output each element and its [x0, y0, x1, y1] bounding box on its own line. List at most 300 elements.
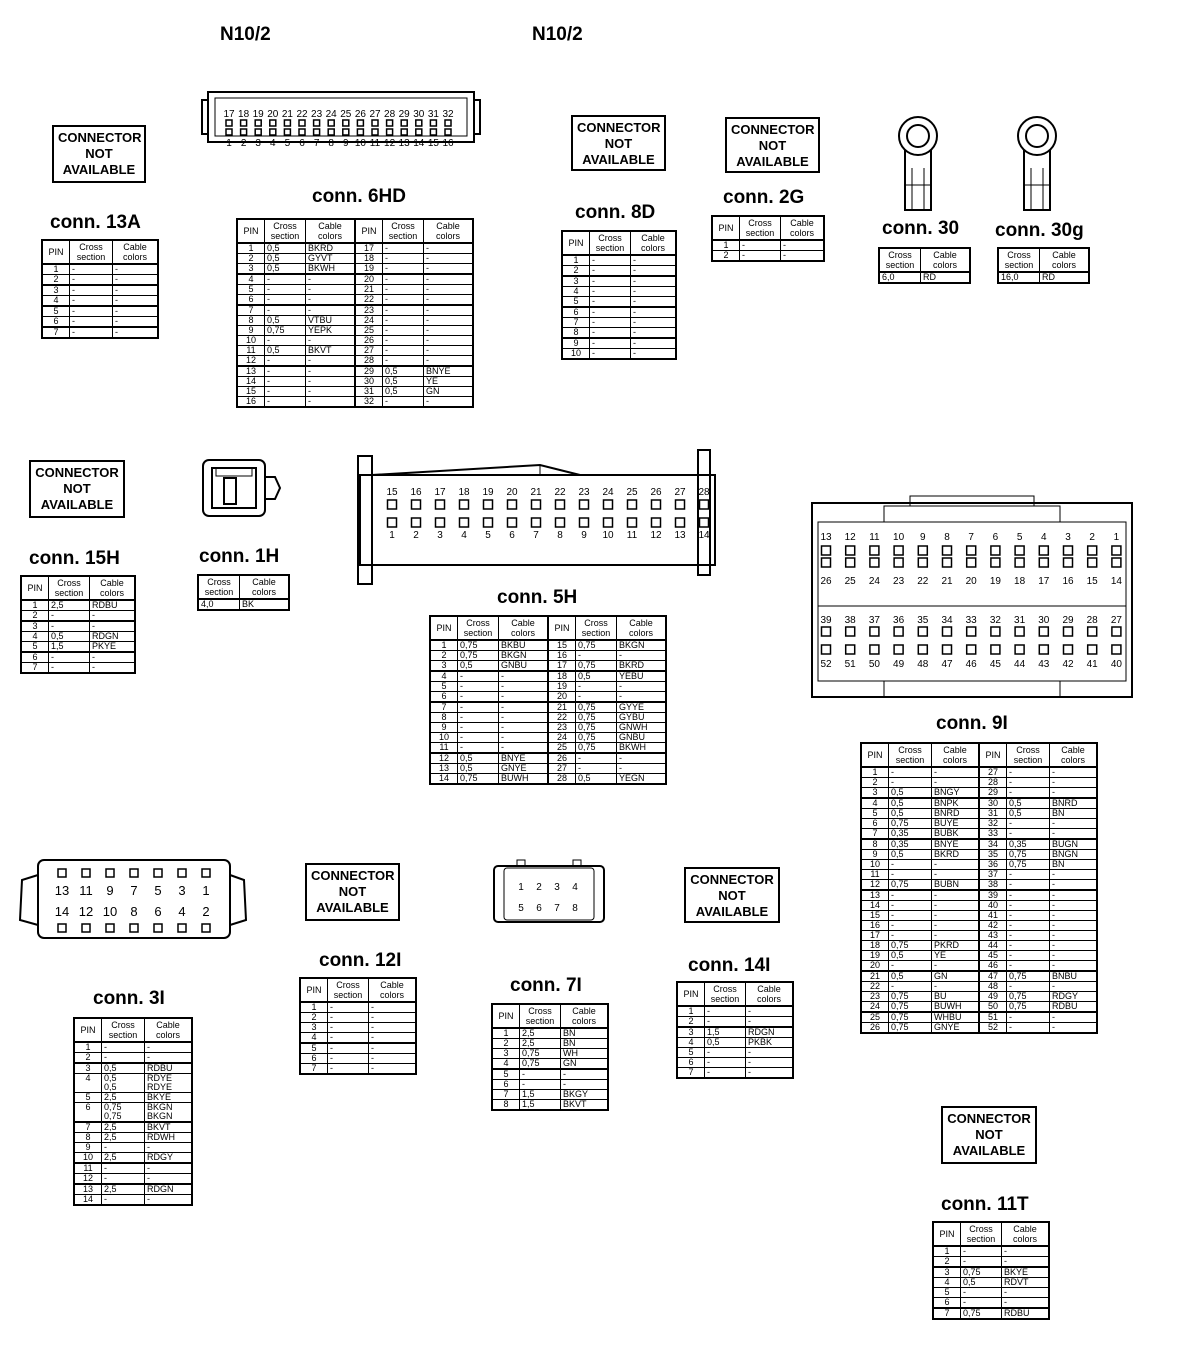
pin-cell: 1: [300, 1002, 328, 1013]
table-row: [712, 240, 824, 251]
table-row: [492, 1069, 608, 1080]
table-cell: -: [306, 356, 356, 367]
table-row: [300, 1023, 416, 1033]
pin-cell: 32: [355, 397, 383, 408]
table-cell: 0,75: [889, 819, 932, 829]
table-cell: -: [145, 1163, 193, 1174]
table-cell: RD: [1040, 272, 1090, 283]
table-cell: -: [49, 621, 90, 632]
table-cell: -: [631, 297, 677, 308]
table-cell: -: [265, 397, 306, 408]
pin-table-13a: [41, 239, 159, 339]
pin-cell: 2: [42, 275, 70, 286]
table-cell: RDBU: [90, 600, 136, 611]
table-row: [237, 346, 473, 356]
table-cell: -: [458, 671, 499, 682]
table-cell: -: [424, 264, 474, 275]
table-cell: -: [961, 1288, 1002, 1298]
pin-cell: 23: [548, 723, 576, 733]
pin-socket: [1112, 558, 1121, 567]
pin-cell: 16: [548, 651, 576, 661]
pin-cell: 15: [861, 911, 889, 921]
pin-number-label: 2: [240, 138, 247, 149]
pin-socket: [1064, 558, 1073, 567]
pin-number-label: 10: [102, 904, 118, 919]
pin-socket: [255, 120, 261, 126]
table-row: [677, 1027, 793, 1038]
table-row: [237, 254, 473, 264]
pin-socket: [436, 518, 445, 527]
table-row: [42, 264, 158, 275]
cable-colors-header: Cable colors: [240, 575, 290, 599]
cross-section-header: Cross section: [740, 216, 781, 240]
pin-cell: 18: [355, 254, 383, 264]
table-cell: BKVT: [145, 1122, 193, 1133]
table-row: [861, 921, 1097, 931]
table-cell: -: [576, 682, 617, 692]
table-row: [933, 1278, 1049, 1288]
pin-socket: [652, 518, 661, 527]
pin-socket: [1064, 546, 1073, 555]
pin-number-label: 8: [130, 904, 138, 919]
table-cell: -: [889, 860, 932, 870]
table-cell: -: [113, 327, 159, 338]
table-row: [933, 1298, 1049, 1309]
table-cell: 1,5: [705, 1027, 746, 1038]
conn-7i-drawing: [494, 860, 604, 922]
table-cell: -: [1050, 951, 1098, 961]
table-header-row: [430, 616, 666, 640]
cross-section-header: Cross section: [590, 231, 631, 255]
table-cell: BUWH: [932, 1002, 980, 1013]
table-row: [712, 251, 824, 262]
cable-colors-header: Cable colors: [921, 248, 971, 272]
pin-socket: [676, 518, 685, 527]
table-cell: -: [631, 266, 677, 277]
table-cell: -: [499, 692, 549, 703]
pin-cell: 11: [237, 346, 265, 356]
table-cell: BN: [1050, 860, 1098, 870]
pin-header: PIN: [712, 216, 740, 240]
pin-socket: [328, 120, 334, 126]
not-available-11t: [941, 1106, 1037, 1164]
table-cell: -: [102, 1174, 145, 1185]
table-cell: -: [265, 377, 306, 387]
pin-socket: [556, 518, 565, 527]
table-cell: BUGN: [1050, 839, 1098, 850]
pin-socket: [284, 129, 290, 135]
table-row: [21, 600, 135, 611]
pin-cell: 52: [979, 1023, 1007, 1034]
table-cell: 2,5: [102, 1133, 145, 1143]
table-cell: -: [102, 1195, 145, 1206]
table-cell: -: [590, 287, 631, 297]
title-30: conn. 30: [882, 218, 960, 239]
table-cell: -: [113, 317, 159, 328]
pin-number-label: 27: [674, 487, 686, 498]
pin-number-label: 26: [354, 109, 366, 120]
table-cell: -: [424, 274, 474, 285]
table-cell: -: [113, 275, 159, 286]
pin-socket: [943, 558, 952, 567]
pin-socket: [532, 500, 541, 509]
pin-cell: 23: [355, 305, 383, 316]
table-cell: BUBK: [932, 829, 980, 840]
table-cell: 0,5: [49, 632, 90, 642]
cross-section-header: Cross section: [265, 219, 306, 243]
table-cell: -: [102, 1042, 145, 1053]
table-row: [430, 723, 666, 733]
table-cell: 0,75: [576, 640, 617, 651]
pin-socket: [870, 627, 879, 636]
pin-cell: 21: [861, 971, 889, 982]
pin-cell: 14: [861, 901, 889, 911]
pin-socket: [226, 129, 232, 135]
pin-cell: 17: [548, 661, 576, 672]
pin-socket: [401, 120, 407, 126]
table-cell: -: [576, 764, 617, 774]
table-row: [74, 1195, 192, 1206]
table-cell: -: [1050, 788, 1098, 799]
pin-number-label: 2: [536, 882, 542, 893]
pin-number-label: 1: [1113, 532, 1120, 543]
pin-number-label: 5: [284, 138, 291, 149]
pin-cell: 3: [21, 621, 49, 632]
table-row: [861, 870, 1097, 880]
pin-socket: [604, 518, 613, 527]
table-cell: -: [1050, 1012, 1098, 1023]
pin-number-label: 17: [1038, 576, 1050, 587]
table-cell: -: [424, 305, 474, 316]
pin-number-label: 31: [427, 109, 439, 120]
na-line: NOT: [604, 136, 633, 151]
table-cell: -: [424, 326, 474, 336]
pin-number-label: 10: [602, 530, 614, 541]
pin-number-label: 8: [557, 530, 563, 541]
pin-socket: [58, 869, 66, 877]
pin-cell: 1: [42, 264, 70, 275]
table-cell: -: [70, 264, 113, 275]
table-row: [562, 297, 676, 308]
table-cell: 0,5: [102, 1063, 145, 1074]
table-row: [430, 774, 666, 785]
pin-socket: [357, 129, 363, 135]
table-cell: -: [889, 890, 932, 901]
table-cell: 0,75: [520, 1059, 561, 1070]
table-cell: -: [781, 251, 825, 262]
pin-cell: 15: [237, 387, 265, 397]
pin-socket: [1039, 645, 1048, 654]
pin-number-label: 30: [1038, 615, 1050, 626]
pin-socket: [700, 500, 709, 509]
table-row: [861, 788, 1097, 799]
pin-number-label: 2: [413, 530, 419, 541]
table-cell: RDGN: [145, 1184, 193, 1195]
table-cell: 2,5: [102, 1122, 145, 1133]
table-cell: -: [1050, 941, 1098, 951]
table-cell: 0,5 0,5: [102, 1074, 145, 1093]
pin-cell: 5: [42, 306, 70, 317]
pin-cell: 24: [355, 316, 383, 326]
pin-number-label: 5: [518, 903, 524, 914]
pin-number-label: 8: [944, 532, 950, 543]
pin-header: PIN: [677, 982, 705, 1006]
table-cell: -: [889, 778, 932, 788]
pin-table-7i: [491, 1003, 609, 1111]
table-cell: -: [631, 338, 677, 349]
pin-cell: 5: [237, 285, 265, 295]
table-row: [237, 377, 473, 387]
pin-cell: 4: [237, 274, 265, 285]
table-row: [677, 1038, 793, 1048]
pin-number-label: 50: [868, 659, 880, 670]
table-row: [492, 1080, 608, 1090]
pin-cell: 14: [430, 774, 458, 785]
table-cell: BK: [240, 599, 290, 610]
table-cell: YE: [424, 377, 474, 387]
table-cell: 2,5: [49, 600, 90, 611]
cross-section-header: Cross section: [458, 616, 499, 640]
pin-number-label: 4: [178, 904, 186, 919]
table-row: [21, 621, 135, 632]
table-cell: -: [1007, 941, 1050, 951]
table-row: [492, 1028, 608, 1039]
pin-number-label: 9: [106, 883, 114, 898]
table-cell: -: [932, 767, 980, 778]
pin-socket: [943, 627, 952, 636]
table-cell: 0,5: [458, 661, 499, 672]
table-row: [430, 702, 666, 713]
table-cell: 0,5: [889, 798, 932, 809]
table-row: [300, 1043, 416, 1054]
pin-cell: 18: [548, 671, 576, 682]
table-row: [861, 809, 1097, 819]
pin-number-label: 22: [917, 576, 929, 587]
title-6hd: conn. 6HD: [312, 186, 406, 207]
not-available-12i: [305, 863, 400, 921]
pin-number-label: 32: [442, 109, 454, 120]
table-cell: -: [631, 349, 677, 360]
pin-cell: 4: [562, 287, 590, 297]
pin-cell: 19: [355, 264, 383, 275]
title-30g: conn. 30g: [995, 220, 1084, 241]
pin-cell: 6: [861, 819, 889, 829]
table-cell: -: [590, 349, 631, 360]
cable-colors-header: Cable colors: [369, 978, 417, 1002]
pin-cell: 24: [548, 733, 576, 743]
table-row: [74, 1103, 192, 1123]
table-cell: BNGN: [1050, 850, 1098, 860]
cable-colors-header: Cable colors: [746, 982, 794, 1006]
table-cell: PKBK: [746, 1038, 794, 1048]
pin-socket: [1112, 627, 1121, 636]
table-cell: -: [49, 652, 90, 663]
table-cell: 0,5: [383, 377, 424, 387]
pin-cell: 2: [21, 611, 49, 622]
pin-socket: [967, 546, 976, 555]
pin-socket: [991, 627, 1000, 636]
table-cell: PKRD: [932, 941, 980, 951]
pin-number-label: 22: [296, 109, 308, 120]
pin-cell: 14: [237, 377, 265, 387]
pin-cell: 21: [548, 702, 576, 713]
table-row: [492, 1049, 608, 1059]
pin-header: PIN: [933, 1222, 961, 1246]
table-row: [74, 1143, 192, 1153]
pin-number-label: 12: [384, 138, 396, 149]
pin-number-label: 13: [398, 138, 410, 149]
table-cell: -: [1007, 951, 1050, 961]
pin-cell: 42: [979, 921, 1007, 931]
pin-table-2g: [711, 215, 825, 262]
table-row: [237, 366, 473, 377]
title-15h: conn. 15H: [29, 548, 120, 569]
table-cell: -: [889, 767, 932, 778]
table-row: [861, 1012, 1097, 1023]
pin-socket: [202, 869, 210, 877]
table-cell: 0,75: [576, 723, 617, 733]
pin-table-3i: [73, 1017, 193, 1206]
pin-number-label: 10: [354, 138, 366, 149]
table-cell: -: [306, 336, 356, 346]
table-cell: 0,5: [265, 264, 306, 275]
cable-colors-header: Cable colors: [90, 576, 136, 600]
pin-cell: 9: [861, 850, 889, 860]
na-line: NOT: [718, 888, 746, 903]
pin-cell: 25: [355, 326, 383, 336]
pin-cell: 25: [861, 1012, 889, 1023]
table-cell: -: [576, 651, 617, 661]
pin-number-label: 4: [1041, 532, 1047, 543]
table-row: [21, 642, 135, 653]
table-row: [861, 819, 1097, 829]
table-row: [861, 829, 1097, 840]
table-cell: -: [561, 1069, 609, 1080]
table-cell: -: [961, 1298, 1002, 1309]
table-cell: -: [1007, 982, 1050, 992]
table-cell: -: [369, 1064, 417, 1075]
table-cell: 0,5: [458, 764, 499, 774]
table-cell: -: [499, 671, 549, 682]
table-row: [74, 1053, 192, 1064]
table-row: [237, 285, 473, 295]
table-row: [492, 1100, 608, 1111]
pin-number-label: 24: [868, 576, 880, 587]
table-cell: -: [932, 870, 980, 880]
table-row: [861, 880, 1097, 891]
not-available-13a: [52, 125, 146, 183]
table-cell: -: [499, 733, 549, 743]
title-2g: conn. 2G: [723, 187, 805, 208]
table-row: [300, 1002, 416, 1013]
pin-number-label: 15: [1086, 576, 1098, 587]
table-cell: -: [383, 285, 424, 295]
pin-number-label: 17: [223, 109, 235, 120]
pin-number-label: 19: [989, 576, 1001, 587]
table-cell: -: [70, 306, 113, 317]
table-cell: YEPK: [306, 326, 356, 336]
pin-socket: [255, 129, 261, 135]
table-cell: -: [369, 1054, 417, 1064]
table-cell: -: [113, 285, 159, 296]
not-available-14i: [684, 867, 780, 923]
table-cell: -: [49, 611, 90, 622]
table-cell: 0,75: [889, 1002, 932, 1013]
pin-socket: [241, 120, 247, 126]
table-cell: -: [1050, 1023, 1098, 1034]
pin-cell: 12: [861, 880, 889, 891]
table-cell: -: [889, 901, 932, 911]
pin-cell: 9: [74, 1143, 102, 1153]
pin-socket: [846, 645, 855, 654]
table-cell: GN: [424, 387, 474, 397]
pin-number-label: 21: [530, 487, 542, 498]
table-cell: WH: [561, 1049, 609, 1059]
pin-number-label: 7: [130, 883, 138, 898]
pin-socket: [416, 129, 422, 135]
pin-number-label: 20: [267, 109, 279, 120]
not-available-8d: [571, 115, 666, 171]
table-cell: -: [590, 318, 631, 328]
table-cell: GYVT: [306, 254, 356, 264]
pin-cell: 2: [562, 266, 590, 277]
table-row: [237, 397, 473, 408]
table-cell: -: [306, 397, 356, 408]
table-cell: -: [424, 336, 474, 346]
pin-cell: 16: [861, 921, 889, 931]
table-cell: 0,5: [383, 366, 424, 377]
table-cell: BKVT: [561, 1100, 609, 1111]
table-cell: -: [746, 1068, 794, 1079]
pin-header: PIN: [21, 576, 49, 600]
pin-cell: 17: [861, 931, 889, 941]
pin-cell: 31: [355, 387, 383, 397]
pin-socket: [484, 518, 493, 527]
cross-section-header: Cross section: [70, 240, 113, 264]
pin-cell: 29: [355, 366, 383, 377]
table-cell: -: [889, 931, 932, 941]
pin-number-label: 38: [844, 615, 856, 626]
table-cell: -: [617, 692, 667, 703]
table-cell: -: [102, 1163, 145, 1174]
table-cell: 0,75: [889, 941, 932, 951]
table-cell: RDGY: [145, 1153, 193, 1164]
pin-socket: [388, 500, 397, 509]
table-cell: -: [932, 921, 980, 931]
table-cell: -: [145, 1174, 193, 1185]
table-cell: -: [424, 316, 474, 326]
table-row: [562, 349, 676, 360]
pin-cell: 27: [355, 346, 383, 356]
table-cell: -: [70, 275, 113, 286]
table-cell: GNYE: [499, 764, 549, 774]
pin-cell: 4: [492, 1059, 520, 1070]
table-cell: -: [383, 264, 424, 275]
table-row: [21, 632, 135, 642]
pin-number-label: 26: [650, 487, 662, 498]
table-cell: -: [328, 1054, 369, 1064]
table-cell: -: [70, 285, 113, 296]
pin-cell: 3: [42, 285, 70, 296]
table-cell: -: [889, 870, 932, 880]
pin-cell: 8: [430, 713, 458, 723]
table-cell: -: [369, 1023, 417, 1033]
na-line: NOT: [63, 481, 91, 496]
table-cell: -: [369, 1033, 417, 1044]
pin-number-label: 3: [554, 882, 560, 893]
pin-cell: 3: [74, 1063, 102, 1074]
pin-cell: 12: [430, 753, 458, 764]
